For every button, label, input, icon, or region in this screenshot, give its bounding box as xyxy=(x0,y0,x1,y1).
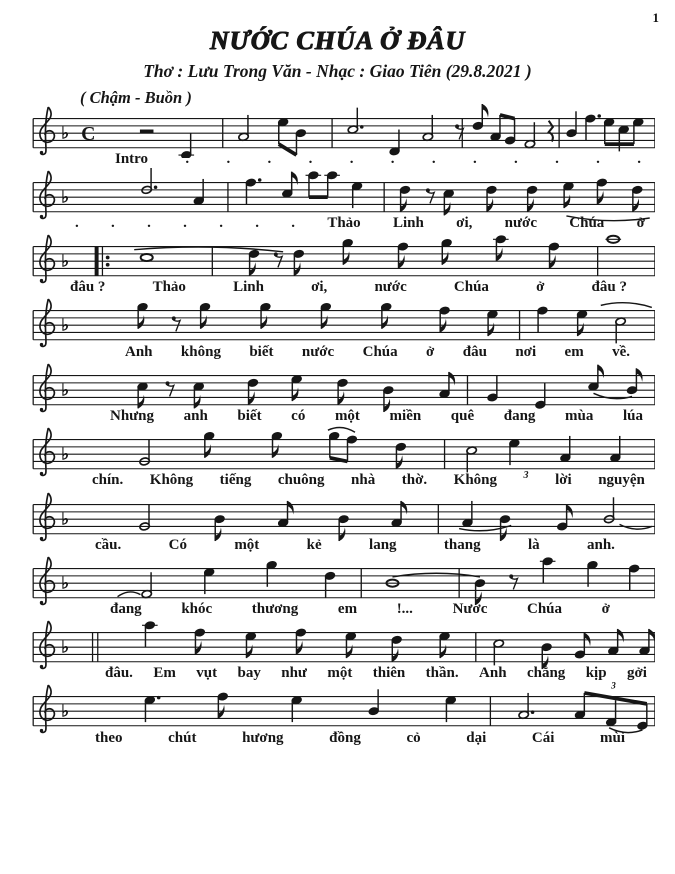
lyric-syllable: một xyxy=(334,407,360,424)
staff-svg xyxy=(30,425,655,479)
lyric-syllable: Anh xyxy=(479,665,507,682)
lyric-syllable: vụt xyxy=(196,665,218,682)
lyric-syllable: chín. xyxy=(92,471,124,488)
lyric-syllable: chuông xyxy=(277,471,325,488)
svg-text:♭: ♭ xyxy=(61,701,70,721)
lyric-syllable: . xyxy=(390,151,395,168)
lyric-syllable: bay xyxy=(237,665,261,682)
svg-text:♭: ♭ xyxy=(61,123,70,143)
svg-text:♭: ♭ xyxy=(61,187,70,207)
lyric-syllable: đang xyxy=(110,601,142,618)
lyric-syllable: . xyxy=(75,215,79,232)
staff-svg xyxy=(30,361,655,415)
lyric-syllable: theo xyxy=(95,729,123,746)
staff-svg xyxy=(30,618,655,672)
lyric-syllable: đâu xyxy=(462,343,487,360)
lyric-syllable: tiếng xyxy=(219,471,252,488)
lyric-syllable: miền xyxy=(389,407,422,424)
lyric-syllable: Thảo xyxy=(152,279,186,296)
lyric-syllable: chẳng xyxy=(526,665,566,682)
svg-text:♭: ♭ xyxy=(61,509,70,529)
lyric-syllable: thiên xyxy=(372,665,406,682)
lyric-syllable: thang xyxy=(443,537,481,554)
staff-svg xyxy=(30,490,655,544)
lyric-syllable: quê xyxy=(450,407,475,424)
lyric-syllable: . xyxy=(555,151,559,168)
lyric-syllable: . xyxy=(431,151,436,168)
lyrics-line xyxy=(30,730,655,747)
lyric-syllable: em xyxy=(337,601,358,618)
lyric-syllable: Em xyxy=(153,665,176,682)
triplet-number: 3 xyxy=(523,469,529,481)
lyrics-line xyxy=(30,665,655,682)
lyric-syllable: hương xyxy=(242,729,284,746)
lyrics-line xyxy=(30,601,655,618)
lyric-syllable: Chúa xyxy=(362,343,398,360)
staff-system xyxy=(30,554,655,618)
lyric-syllable: nước xyxy=(504,215,537,232)
lyrics-line xyxy=(30,469,655,490)
lyric-syllable: một xyxy=(327,665,353,682)
lyric-syllable: Nhưng xyxy=(110,407,155,424)
lyric-syllable: . xyxy=(472,151,477,168)
lyric-syllable: Chúa xyxy=(453,279,489,296)
lyric-syllable: đang xyxy=(503,407,536,424)
lyric-syllable: thờ. xyxy=(401,471,428,488)
lyric-syllable: Linh xyxy=(233,279,264,296)
lyric-syllable: một xyxy=(234,537,260,554)
lyric-syllable: là xyxy=(527,537,540,554)
lyric-syllable: lang xyxy=(369,537,397,554)
staff-system xyxy=(30,296,655,360)
svg-text:♭: ♭ xyxy=(61,379,70,399)
svg-text:♭: ♭ xyxy=(61,637,70,657)
lyric-syllable: cỏ xyxy=(406,729,421,746)
lyric-syllable: . xyxy=(111,215,115,232)
lyric-syllable: đồng xyxy=(329,729,361,746)
staff-systems xyxy=(30,104,655,747)
lyric-syllable: nhà xyxy=(351,471,376,488)
lyric-syllable: biết xyxy=(249,343,274,360)
svg-text:C: C xyxy=(81,122,96,145)
lyric-syllable: ơi, xyxy=(311,279,328,296)
lyric-syllable: ở xyxy=(536,279,545,296)
lyric-syllable: chút xyxy=(168,729,197,746)
staff-system xyxy=(30,425,655,490)
staff-svg xyxy=(30,554,655,608)
staff-svg xyxy=(30,232,655,286)
lyric-syllable: về. xyxy=(612,343,630,360)
lyric-syllable: . xyxy=(267,151,272,168)
svg-text:3: 3 xyxy=(611,682,616,692)
song-title: NƯỚC CHÚA Ở ĐÂU xyxy=(209,26,466,55)
lyric-syllable: . xyxy=(185,151,190,168)
lyric-syllable: cầu. xyxy=(95,537,122,554)
lyrics-line xyxy=(30,151,655,168)
lyric-syllable: Intro xyxy=(115,151,149,168)
lyric-syllable: Không xyxy=(149,471,194,488)
staff-svg xyxy=(30,104,655,158)
svg-text:♭: ♭ xyxy=(61,444,70,464)
lyric-syllable: Có xyxy=(168,537,187,554)
staff-system xyxy=(30,682,655,746)
lyric-syllable: . xyxy=(255,215,259,232)
lyric-syllable: dại xyxy=(466,729,487,746)
lyric-syllable: Anh xyxy=(125,343,153,360)
lyric-syllable: nguyện xyxy=(598,471,645,488)
lyrics-line xyxy=(30,344,655,361)
lyric-syllable: nước xyxy=(301,343,335,360)
staff-system xyxy=(30,232,655,296)
lyrics-line xyxy=(30,408,655,425)
lyric-syllable: . xyxy=(183,215,187,232)
lyric-syllable: lúa xyxy=(622,407,643,424)
lyric-syllable: . xyxy=(226,151,231,168)
page-number: 1 xyxy=(652,10,659,25)
lyric-syllable: em xyxy=(564,343,584,360)
lyric-syllable: thần. xyxy=(425,665,459,682)
lyric-syllable: mùa xyxy=(565,407,594,424)
tempo-marking: ( Chậm - Buồn ) xyxy=(80,88,192,107)
lyric-syllable: như xyxy=(281,665,307,682)
lyric-syllable: khóc xyxy=(181,601,213,618)
lyric-syllable: không xyxy=(180,343,221,360)
lyric-syllable: lời xyxy=(555,471,572,488)
lyric-syllable: gởi xyxy=(626,665,647,682)
lyric-syllable: . xyxy=(219,215,223,232)
lyric-syllable: ở xyxy=(426,343,435,360)
lyric-syllable: Linh xyxy=(392,215,424,232)
score xyxy=(0,88,675,747)
staff-system xyxy=(30,618,655,682)
lyric-syllable: ở xyxy=(636,215,645,232)
staff-svg xyxy=(30,168,655,222)
lyric-syllable: . xyxy=(596,151,600,168)
staff-svg xyxy=(30,682,655,736)
staff-system xyxy=(30,490,655,554)
lyric-syllable: kịp xyxy=(585,665,607,682)
lyric-syllable: . xyxy=(147,215,151,232)
lyric-syllable: . xyxy=(637,151,641,168)
lyrics-line xyxy=(30,215,655,232)
lyric-syllable: . xyxy=(514,151,518,168)
svg-text:♭: ♭ xyxy=(61,573,70,593)
lyric-syllable: . xyxy=(308,151,313,168)
lyric-syllable: mùi xyxy=(599,729,625,746)
staff-svg xyxy=(30,296,655,350)
lyric-syllable: . xyxy=(349,151,354,168)
lyric-syllable: có xyxy=(291,407,306,424)
staff-system xyxy=(30,361,655,425)
lyrics-line xyxy=(30,537,655,554)
svg-text:♭: ♭ xyxy=(61,315,70,335)
lyric-syllable: . xyxy=(291,215,296,232)
credits-line: Thơ : Lưu Trong Văn - Nhạc : Giao Tiên (29.8.2021 ) xyxy=(143,61,532,81)
lyric-syllable: nước xyxy=(374,279,407,296)
lyric-syllable: Chúa xyxy=(527,601,563,618)
lyric-syllable: nơi xyxy=(515,343,537,360)
lyric-syllable: Không xyxy=(453,471,498,488)
lyric-syllable: biết xyxy=(237,407,262,424)
lyric-syllable: Chúa xyxy=(569,215,605,232)
lyric-syllable: Cái xyxy=(531,729,555,746)
lyric-syllable: đâu ? xyxy=(591,279,627,296)
header xyxy=(0,0,675,82)
lyric-syllable: ở xyxy=(601,601,610,618)
lyric-syllable: ơi, xyxy=(456,215,473,232)
lyric-syllable: đâu. xyxy=(105,665,133,682)
lyric-syllable: đâu ? xyxy=(70,279,106,296)
lyric-syllable: thương xyxy=(251,601,299,618)
lyric-syllable: Thảo xyxy=(327,215,361,232)
lyric-syllable: kẻ xyxy=(306,537,322,554)
lyrics-line xyxy=(30,279,655,296)
staff-system xyxy=(30,168,655,232)
svg-text:♭: ♭ xyxy=(61,251,70,271)
staff-system xyxy=(30,104,655,168)
lyric-syllable: anh xyxy=(183,407,208,424)
lyric-syllable: Nước xyxy=(452,601,488,618)
lyric-syllable: anh. xyxy=(586,537,615,554)
lyric-syllable: !... xyxy=(396,601,413,618)
